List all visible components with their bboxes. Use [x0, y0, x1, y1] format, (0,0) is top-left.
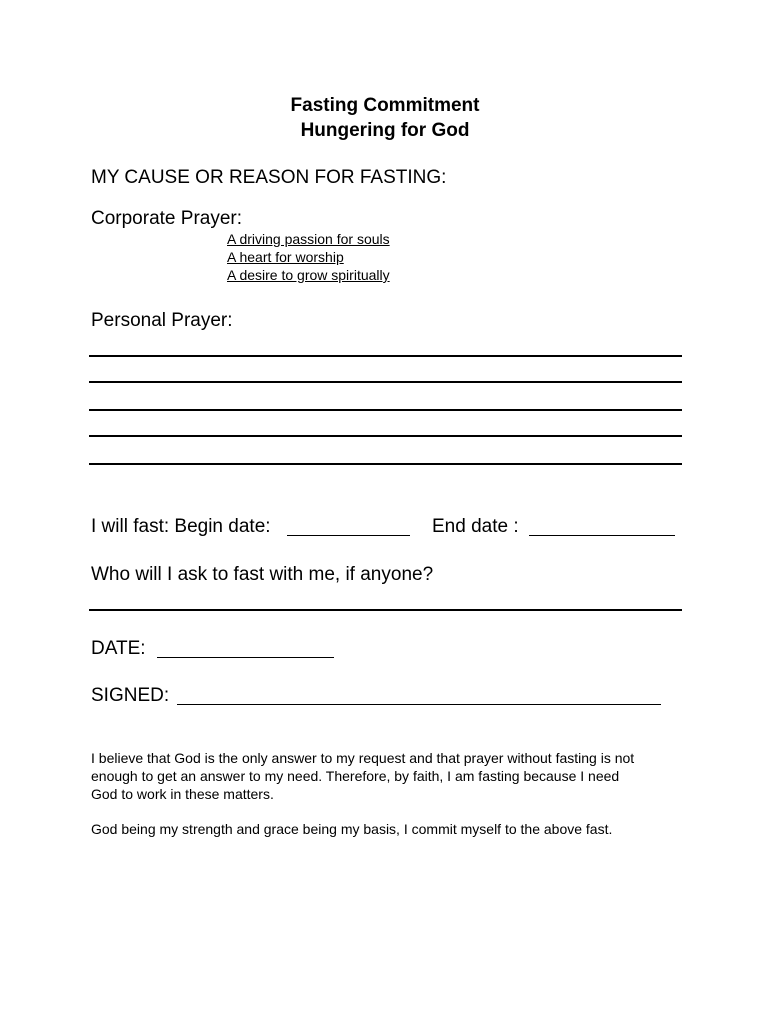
personal-prayer-line-2[interactable]: [89, 381, 682, 383]
form-subtitle: Hungering for God: [300, 120, 470, 141]
personal-prayer-line-1[interactable]: [89, 355, 682, 357]
personal-prayer-line-4[interactable]: [89, 435, 682, 437]
date-label: DATE:: [91, 638, 146, 659]
corporate-prayer-item: A heart for worship: [227, 249, 344, 265]
signature-field[interactable]: [177, 704, 661, 705]
fasting-partner-question: Who will I ask to fast with me, if anyone?: [91, 564, 434, 585]
date-field[interactable]: [157, 657, 334, 658]
personal-prayer-label: Personal Prayer:: [91, 310, 233, 331]
corporate-prayer-item: A driving passion for souls: [227, 231, 390, 247]
corporate-prayer-item: A desire to grow spiritually: [227, 267, 390, 283]
begin-date-field[interactable]: [287, 535, 410, 536]
form-title: Fasting Commitment: [290, 95, 480, 116]
commitment-statement: [91, 820, 691, 838]
belief-statement-line: enough to get an answer to my need. Therefore, by faith, I am fasting because I need: [91, 768, 620, 784]
end-date-field[interactable]: [529, 535, 675, 536]
corporate-prayer-label: Corporate Prayer:: [91, 208, 243, 229]
personal-prayer-line-3[interactable]: [89, 409, 682, 411]
end-date-label: End date :: [432, 516, 519, 537]
belief-statement-line: God to work in these matters.: [91, 786, 274, 802]
belief-statement: [91, 749, 691, 803]
fasting-partner-line[interactable]: [89, 609, 682, 611]
signed-label: SIGNED:: [91, 685, 170, 706]
belief-statement-line: I believe that God is the only answer to my request and that prayer without fasting is not: [91, 750, 635, 766]
commitment-statement-line: God being my strength and grace being my basis, I commit myself to the above fast.: [91, 821, 613, 837]
personal-prayer-line-5[interactable]: [89, 463, 682, 465]
cause-heading: MY CAUSE OR REASON FOR FASTING:: [91, 167, 447, 188]
begin-date-label: I will fast: Begin date:: [91, 516, 271, 537]
